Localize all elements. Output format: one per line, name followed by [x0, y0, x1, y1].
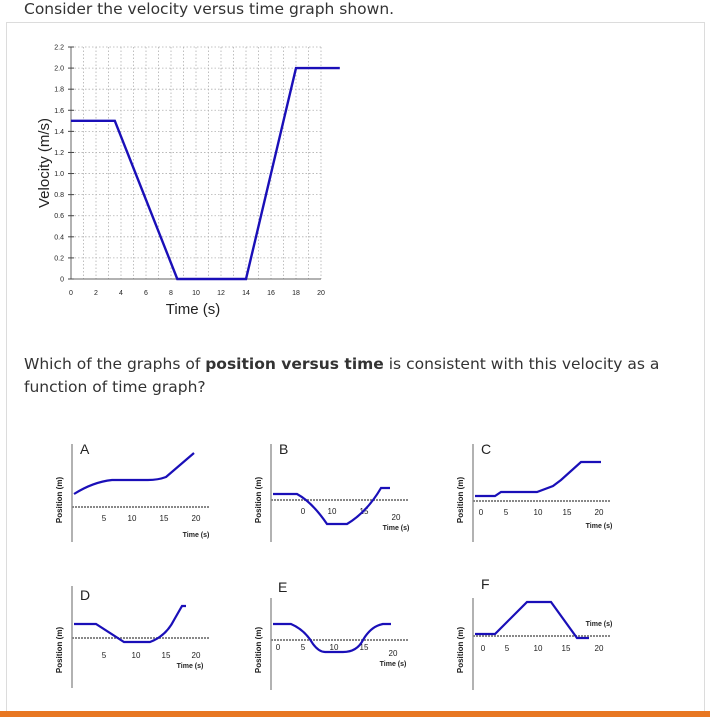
x-tick-label: 20: [317, 290, 325, 297]
option-d-tick-15: 15: [161, 651, 171, 660]
prompt-before: Which of the graphs of: [24, 355, 206, 373]
option-b-label: B: [279, 441, 289, 457]
option-d-tick-20: 20: [191, 651, 201, 660]
option-a-tick-15: 15: [159, 514, 169, 523]
option-a-tick-5: 5: [101, 514, 107, 523]
option-c-xlabel: Time (s): [585, 523, 613, 530]
option-e-tick-15: 15: [359, 643, 369, 652]
y-tick-label: 1.4: [54, 128, 64, 136]
x-tick-label: 12: [217, 290, 225, 297]
option-b-tick-10: 10: [327, 507, 337, 516]
velocity-time-chart: [30, 36, 360, 326]
grid: [71, 47, 321, 279]
x-tick-label: 18: [292, 290, 300, 297]
y-tick-label: 0.6: [54, 213, 64, 221]
x-tick-label: 2: [94, 290, 98, 297]
option-a-graph[interactable]: [48, 432, 218, 552]
option-e-tick-0: 0: [275, 643, 281, 652]
option-f-curve: [475, 602, 589, 638]
option-f-tick-10: 10: [533, 644, 543, 653]
x-axis-label: Time (s): [165, 301, 221, 318]
option-d-xlabel: Time (s): [176, 663, 204, 670]
y-tick-label: 2.2: [54, 44, 64, 52]
option-b-tick-0: 0: [300, 507, 306, 516]
option-d-ylabel: Position (m): [55, 626, 64, 674]
x-tick-label: 0: [69, 290, 73, 297]
x-tick-label: 10: [192, 290, 200, 297]
option-f-ylabel: Position (m): [456, 626, 465, 674]
y-tick-label: 1.2: [54, 149, 64, 157]
y-tick-label: 1.8: [54, 86, 64, 94]
y-tick-label: 1.0: [54, 171, 64, 179]
y-tick-label: 0.2: [54, 255, 64, 263]
option-d-tick-5: 5: [101, 651, 107, 660]
option-d-tick-10: 10: [131, 651, 141, 660]
option-a-label: A: [80, 441, 90, 457]
option-c-tick-0: 0: [478, 508, 484, 517]
x-tick-label: 16: [267, 290, 275, 297]
option-e-tick-20: 20: [388, 649, 398, 658]
option-d-graph[interactable]: [48, 578, 218, 698]
prompt-text: [24, 353, 684, 399]
option-e-xlabel: Time (s): [379, 661, 407, 668]
x-tick-label: 14: [242, 290, 250, 297]
option-b-xlabel: Time (s): [382, 525, 410, 532]
option-b-tick-20: 20: [391, 513, 401, 522]
x-ticks: [69, 290, 325, 297]
prompt-after: is consistent with this velocity as a function of time graph?: [24, 355, 660, 396]
option-a-tick-10: 10: [127, 514, 137, 523]
option-d-curve: [74, 606, 186, 642]
option-f-tick-20: 20: [594, 644, 604, 653]
option-d-label: D: [80, 587, 91, 603]
option-b-ylabel: Position (m): [254, 476, 263, 524]
option-a-curve: [74, 453, 194, 494]
option-f-tick-15: 15: [561, 644, 571, 653]
y-tick-label: 0.4: [54, 234, 64, 242]
option-e-ylabel: Position (m): [254, 626, 263, 674]
x-tick-label: 4: [119, 290, 123, 297]
option-a-ylabel: Position (m): [55, 476, 64, 524]
option-f-tick-0: 0: [480, 644, 486, 653]
option-c-tick-15: 15: [562, 508, 572, 517]
y-axis-label: Velocity (m/s): [36, 117, 53, 209]
option-e-label: E: [278, 579, 288, 595]
option-a-xlabel: Time (s): [182, 532, 210, 539]
y-tick-label: 1.6: [54, 107, 64, 115]
x-tick-label: 8: [169, 290, 173, 297]
option-e-tick-10: 10: [329, 643, 339, 652]
option-f-tick-5: 5: [504, 644, 510, 653]
bottom-accent-bar: [0, 711, 710, 717]
y-tick-label: 0: [60, 276, 64, 284]
y-tick-label: 0.8: [54, 192, 64, 200]
option-b-graph[interactable]: [247, 432, 417, 552]
option-c-tick-10: 10: [533, 508, 543, 517]
option-a-tick-20: 20: [191, 514, 201, 523]
option-e-graph[interactable]: [247, 578, 417, 698]
option-c-label: C: [481, 441, 492, 457]
option-f-graph[interactable]: [449, 578, 619, 698]
question-text: Consider the velocity versus time graph shown.: [24, 0, 395, 18]
option-e-tick-5: 5: [300, 643, 306, 652]
y-tick-label: 2.0: [54, 65, 64, 73]
option-c-tick-5: 5: [503, 508, 509, 517]
x-tick-label: 6: [144, 290, 148, 297]
option-c-graph[interactable]: [449, 432, 619, 552]
option-c-curve: [475, 462, 601, 496]
option-f-xlabel: Time (s): [585, 621, 613, 628]
option-c-tick-20: 20: [594, 508, 604, 517]
option-b-tick-15: 15: [359, 507, 369, 516]
option-b-curve: [273, 488, 390, 524]
option-f-label: F: [481, 578, 490, 592]
prompt-bold: position versus time: [205, 355, 384, 373]
option-c-ylabel: Position (m): [456, 476, 465, 524]
